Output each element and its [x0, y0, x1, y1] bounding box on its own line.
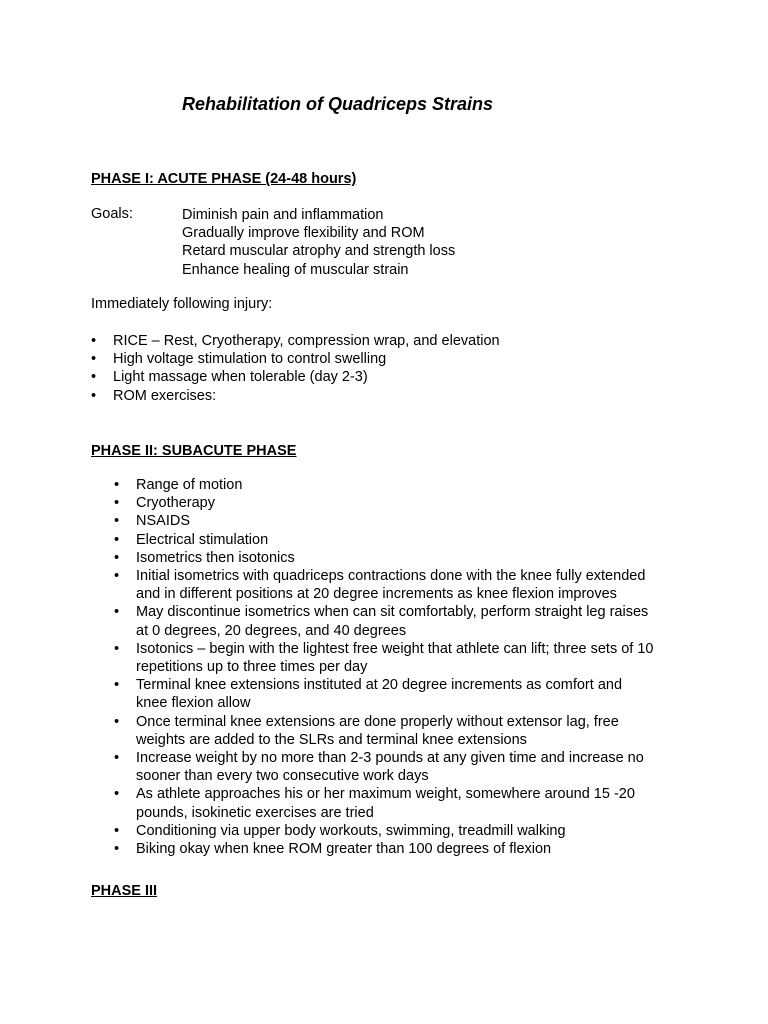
phase1-heading: PHASE I: ACUTE PHASE (24-48 hours): [91, 171, 357, 187]
goal-item: Enhance healing of muscular strain: [182, 261, 409, 278]
phase1-bullet-list: [91, 332, 500, 405]
phase1-list-item: [91, 350, 500, 368]
phase2-list-item: [114, 840, 653, 858]
list-item-line: Cryotherapy: [136, 495, 215, 512]
list-item-line: knee flexion allow: [136, 695, 251, 712]
list-item-line: NSAIDS: [136, 513, 190, 530]
list-item-text: Light massage when tolerable (day 2-3): [113, 369, 368, 386]
goals-list: [182, 206, 455, 279]
bullet-icon: •: [114, 713, 120, 730]
phase3-heading: PHASE III: [91, 883, 158, 899]
bullet-icon: •: [91, 387, 97, 404]
bullet-icon: •: [114, 677, 120, 694]
phase2-list-item: [114, 603, 653, 639]
list-item-line: repetitions up to three times per day: [136, 659, 368, 676]
bullet-icon: •: [114, 822, 120, 839]
phase2-list-item: [114, 749, 653, 785]
bullet-icon: •: [91, 369, 97, 386]
phase2-list-item: [114, 713, 653, 749]
list-item-line: at 0 degrees, 20 degrees, and 40 degrees: [136, 622, 407, 639]
list-item-line: Terminal knee extensions instituted at 20 degree increments as comfort and: [136, 677, 623, 694]
list-item-line: As athlete approaches his or her maximum weight, somewhere around 15 -20: [136, 786, 635, 803]
list-item-line: Biking okay when knee ROM greater than 100 degrees of flexion: [136, 841, 552, 858]
phase2-list-item: [114, 494, 653, 512]
bullet-icon: •: [114, 531, 120, 548]
phase2-list-item: [114, 531, 653, 549]
list-item-line: Electrical stimulation: [136, 531, 269, 548]
phase2-list-item: [114, 785, 653, 821]
list-item-line: Isotonics – begin with the lightest free weight that athlete can lift; three sets of 10: [136, 640, 654, 657]
list-item-line: Once terminal knee extensions are done properly without extensor lag, free: [136, 713, 619, 730]
goal-item: Gradually improve flexibility and ROM: [182, 225, 425, 242]
goals-label: Goals:: [91, 206, 133, 222]
phase1-list-item: [91, 387, 500, 405]
injury-intro: Immediately following injury:: [91, 296, 273, 312]
phase2-heading: PHASE II: SUBACUTE PHASE: [91, 443, 297, 459]
bullet-icon: •: [114, 786, 120, 803]
list-item-line: and in different positions at 20 degree increments as knee flexion improves: [136, 586, 617, 603]
goal-item: Retard muscular atrophy and strength loss: [182, 243, 456, 260]
bullet-icon: •: [114, 604, 120, 621]
phase2-list-item: [114, 822, 653, 840]
list-item-line: Initial isometrics with quadriceps contractions done with the knee fully extended: [136, 568, 646, 585]
list-item-line: Increase weight by no more than 2-3 pounds at any given time and increase no: [136, 750, 644, 767]
list-item-line: weights are added to the SLRs and terminal knee extensions: [136, 731, 527, 748]
bullet-icon: •: [114, 495, 120, 512]
bullet-icon: •: [114, 750, 120, 767]
bullet-icon: •: [114, 568, 120, 585]
phase1-list-item: [91, 368, 500, 386]
phase1-list-item: [91, 332, 500, 350]
list-item-text: High voltage stimulation to control swelling: [113, 351, 387, 368]
bullet-icon: •: [114, 841, 120, 858]
bullet-icon: •: [114, 513, 120, 530]
list-item-line: Range of motion: [136, 477, 243, 493]
list-item-text: ROM exercises:: [113, 387, 217, 404]
document-title: Rehabilitation of Quadriceps Strains: [182, 94, 494, 114]
phase2-list-item: [114, 512, 653, 530]
list-item-line: May discontinue isometrics when can sit comfortably, perform straight leg raises: [136, 604, 649, 621]
bullet-icon: •: [114, 477, 120, 493]
list-item-line: pounds, isokinetic exercises are tried: [136, 804, 374, 821]
list-item-line: Conditioning via upper body workouts, swimming, treadmill walking: [136, 822, 566, 839]
bullet-icon: •: [91, 351, 97, 368]
bullet-icon: •: [114, 640, 120, 657]
list-item-text: RICE – Rest, Cryotherapy, compression wrap, and elevation: [113, 333, 500, 349]
phase2-list-item: [114, 476, 653, 494]
phase2-list-item: [114, 549, 653, 567]
list-item-line: Isometrics then isotonics: [136, 549, 295, 566]
bullet-icon: •: [114, 549, 120, 566]
phase2-list-item: [114, 567, 653, 603]
list-item-line: sooner than every two consecutive work days: [136, 768, 429, 785]
phase2-list-item: [114, 676, 653, 712]
phase2-bullet-list: [114, 476, 653, 858]
phase2-list-item: [114, 640, 653, 676]
bullet-icon: •: [91, 333, 97, 349]
goal-item: Diminish pain and inflammation: [182, 207, 384, 223]
